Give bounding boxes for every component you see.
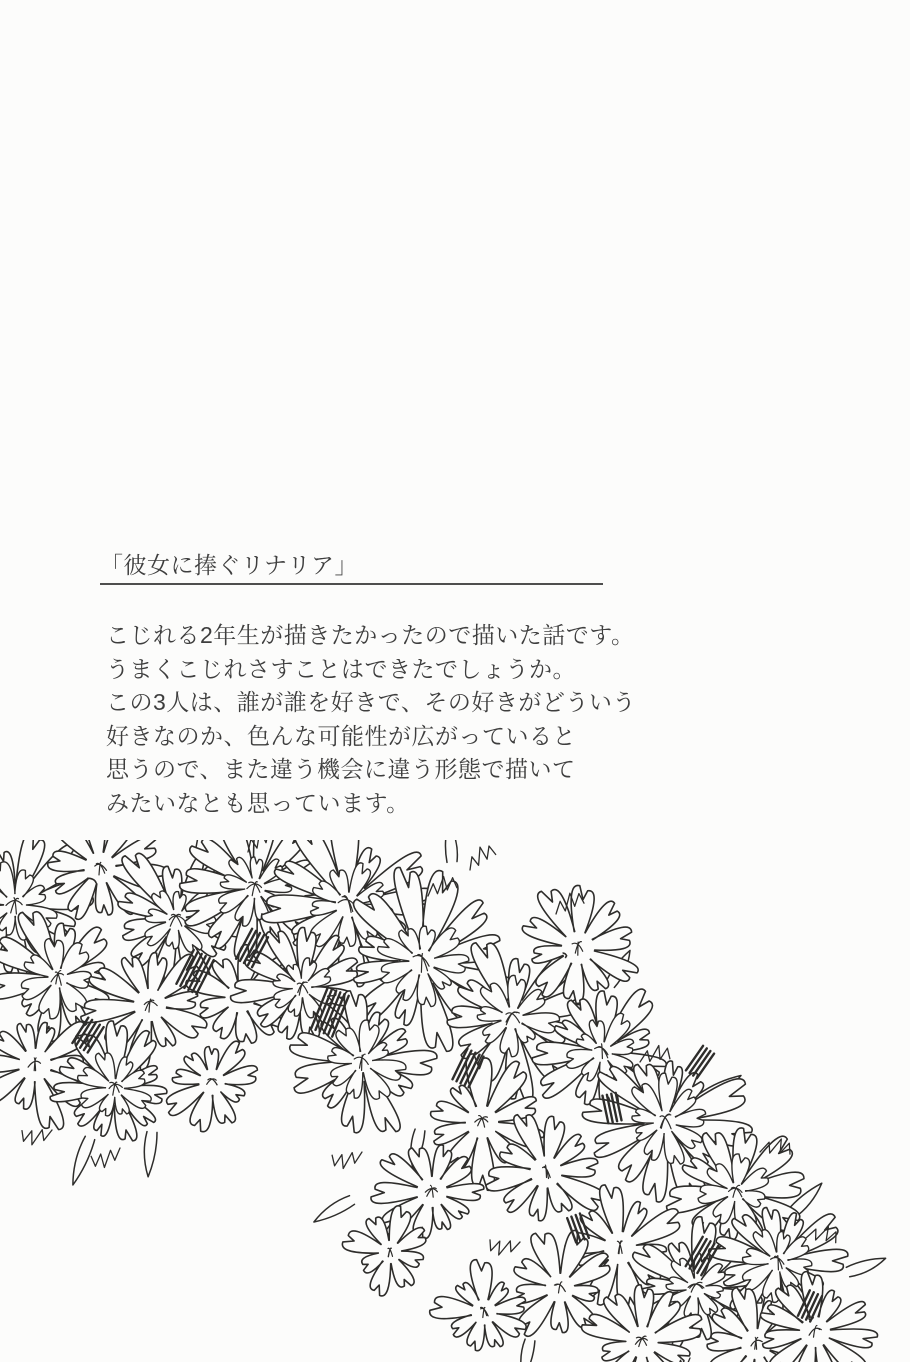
afterword-line: 好きなのか、色んな可能性が広がっていると [106, 722, 576, 749]
flower-garland-illustration [0, 840, 910, 1362]
afterword-title-block [100, 552, 603, 585]
afterword-line: うまくこじれさすことはできたでしょうか。 [106, 655, 576, 682]
afterword-title: 「彼女に捧ぐリナリア」 [100, 552, 359, 578]
afterword-body [106, 619, 666, 821]
afterword-line: こじれる2年生が描きたかったので描いた話です。 [106, 622, 635, 648]
afterword-line: 思うので、また違う機会に違う形態で描いて [106, 756, 576, 783]
afterword-line: この3人は、誰が誰を好きで、その好きがどういう [106, 689, 636, 716]
afterword-line: みたいなとも思っています。 [106, 789, 410, 816]
